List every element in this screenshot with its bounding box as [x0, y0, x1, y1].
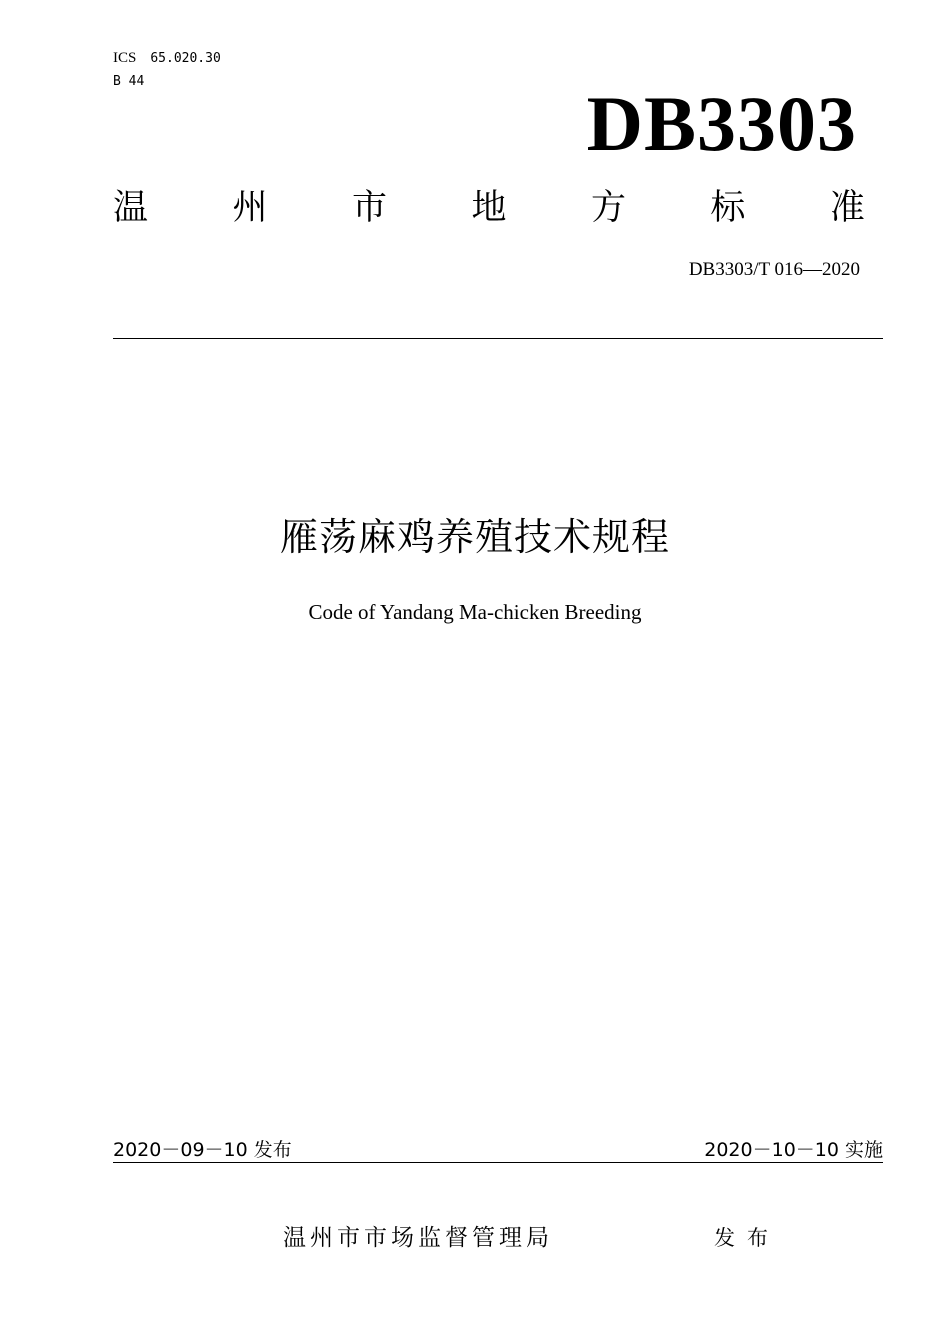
ics-line — [113, 49, 221, 68]
standard-type-char: 温 — [113, 188, 149, 228]
standard-type-char: 市 — [351, 188, 387, 228]
header-divider — [113, 338, 883, 339]
dates-divider — [113, 1162, 883, 1163]
standard-type-char: 方 — [590, 188, 626, 228]
ics-label: ICS — [113, 50, 137, 66]
standard-type-char: 准 — [829, 188, 865, 228]
standard-type-char: 州 — [232, 188, 268, 228]
issue-word: 发布 — [714, 1226, 780, 1250]
issue-date: 2020－09－10 发布 — [113, 1139, 292, 1161]
standard-type-char: 标 — [710, 188, 746, 228]
standard-code: DB3303 — [586, 80, 857, 167]
standard-number: DB3303/T 016—2020 — [688, 259, 860, 280]
issuing-authority: 温州市市场监督管理局 — [283, 1225, 553, 1251]
classification-code: B 44 — [113, 74, 145, 89]
title-chinese: 雁荡麻鸡养殖技术规程 — [279, 515, 670, 559]
ics-code: 65.020.30 — [150, 51, 221, 66]
standard-type-char: 地 — [471, 188, 507, 228]
implementation-date: 2020－10－10 实施 — [704, 1139, 883, 1161]
standard-type — [113, 186, 865, 230]
title-english: Code of Yandang Ma-chicken Breeding — [308, 600, 642, 624]
